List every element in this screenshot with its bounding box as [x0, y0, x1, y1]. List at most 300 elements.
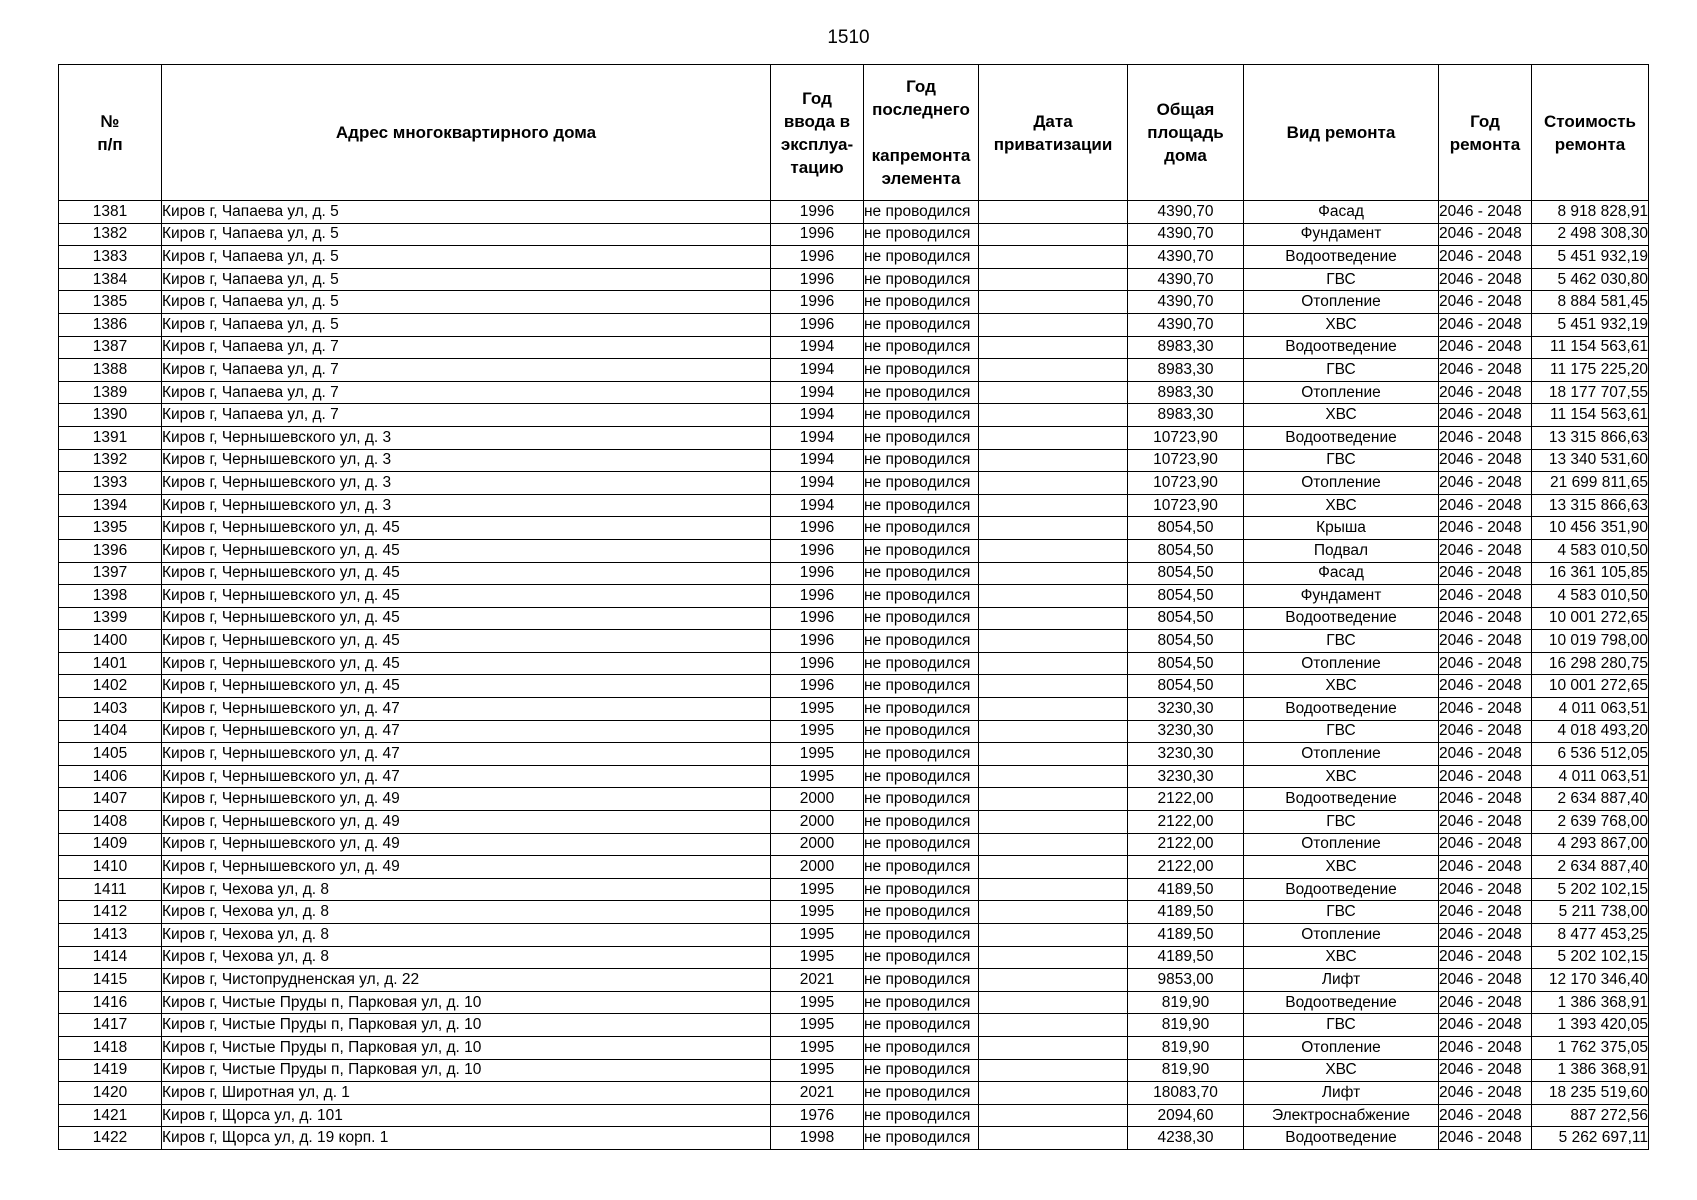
year-built-cell: 1995: [771, 991, 864, 1014]
last-repair-cell: не проводился: [864, 1059, 979, 1082]
year-built-cell: 1995: [771, 1014, 864, 1037]
privatization-cell: [979, 517, 1128, 540]
area-cell: 4390,70: [1128, 201, 1244, 224]
area-cell: 9853,00: [1128, 969, 1244, 992]
repair-type-cell: Водоотведение: [1244, 698, 1439, 721]
cost-cell: 11 175 225,20: [1532, 359, 1649, 382]
page-number: 1510: [827, 27, 870, 48]
table-row: [59, 946, 1649, 969]
cost-cell: 1 393 420,05: [1532, 1014, 1649, 1037]
year-built-cell: 1996: [771, 201, 864, 224]
table-row: [59, 991, 1649, 1014]
area-cell: 8054,50: [1128, 517, 1244, 540]
repair-period-cell: 2046 - 2048: [1439, 246, 1532, 269]
last-repair-cell: не проводился: [864, 201, 979, 224]
repair-period-cell: 2046 - 2048: [1439, 743, 1532, 766]
year-built-cell: 1995: [771, 1059, 864, 1082]
repair-period-cell: 2046 - 2048: [1439, 811, 1532, 834]
last-repair-cell: не проводился: [864, 675, 979, 698]
table-row: [59, 765, 1649, 788]
table-row: [59, 336, 1649, 359]
privatization-cell: [979, 630, 1128, 653]
year-built-cell: 1976: [771, 1104, 864, 1127]
repair-period-cell: 2046 - 2048: [1439, 788, 1532, 811]
last-repair-cell: не проводился: [864, 1082, 979, 1105]
repair-period-cell: 2046 - 2048: [1439, 449, 1532, 472]
row-num: 1387: [59, 336, 162, 359]
year-built-cell: 1996: [771, 291, 864, 314]
address-cell: Киров г, Чернышевского ул, д. 49: [162, 833, 771, 856]
year-built-cell: 1994: [771, 336, 864, 359]
last-repair-cell: не проводился: [864, 313, 979, 336]
cost-cell: 4 293 867,00: [1532, 833, 1649, 856]
repair-type-cell: Водоотведение: [1244, 788, 1439, 811]
table-row: [59, 675, 1649, 698]
table-row: [59, 901, 1649, 924]
row-num: 1393: [59, 472, 162, 495]
area-cell: 819,90: [1128, 1014, 1244, 1037]
area-cell: 3230,30: [1128, 698, 1244, 721]
repair-type-cell: Отопление: [1244, 1036, 1439, 1059]
cost-cell: 5 202 102,15: [1532, 946, 1649, 969]
privatization-cell: [979, 268, 1128, 291]
area-cell: 2122,00: [1128, 811, 1244, 834]
cost-cell: 5 451 932,19: [1532, 246, 1649, 269]
area-cell: 4390,70: [1128, 268, 1244, 291]
privatization-cell: [979, 223, 1128, 246]
last-repair-cell: не проводился: [864, 585, 979, 608]
area-cell: 2094,60: [1128, 1104, 1244, 1127]
address-cell: Киров г, Чистые Пруды п, Парковая ул, д. 10: [162, 1014, 771, 1037]
year-built-cell: 2021: [771, 1082, 864, 1105]
row-num: 1382: [59, 223, 162, 246]
repair-period-cell: 2046 - 2048: [1439, 426, 1532, 449]
address-cell: Киров г, Чернышевского ул, д. 49: [162, 811, 771, 834]
row-num: 1416: [59, 991, 162, 1014]
address-cell: Киров г, Чернышевского ул, д. 45: [162, 675, 771, 698]
privatization-cell: [979, 1127, 1128, 1150]
table-row: [59, 472, 1649, 495]
cost-cell: 10 001 272,65: [1532, 675, 1649, 698]
cost-cell: 2 498 308,30: [1532, 223, 1649, 246]
area-cell: 10723,90: [1128, 472, 1244, 495]
address-cell: Киров г, Чернышевского ул, д. 45: [162, 630, 771, 653]
header-year-built: Год ввода в эксплуа- тацию: [771, 65, 864, 201]
row-num: 1388: [59, 359, 162, 382]
row-num: 1394: [59, 494, 162, 517]
year-built-cell: 1994: [771, 404, 864, 427]
row-num: 1392: [59, 449, 162, 472]
cost-cell: 13 315 866,63: [1532, 426, 1649, 449]
cost-cell: 5 211 738,00: [1532, 901, 1649, 924]
repair-schedule-table: [58, 64, 1649, 1150]
table-row: [59, 562, 1649, 585]
repair-period-cell: 2046 - 2048: [1439, 585, 1532, 608]
table-row: [59, 698, 1649, 721]
last-repair-cell: не проводился: [864, 381, 979, 404]
address-cell: Киров г, Чехова ул, д. 8: [162, 924, 771, 947]
header-last-repair: Год последнего капремонта элемента: [864, 65, 979, 201]
last-repair-cell: не проводился: [864, 946, 979, 969]
row-num: 1418: [59, 1036, 162, 1059]
address-cell: Киров г, Чернышевского ул, д. 45: [162, 607, 771, 630]
address-cell: Киров г, Чернышевского ул, д. 45: [162, 517, 771, 540]
repair-type-cell: ХВС: [1244, 675, 1439, 698]
repair-period-cell: 2046 - 2048: [1439, 991, 1532, 1014]
repair-period-cell: 2046 - 2048: [1439, 1127, 1532, 1150]
repair-period-cell: 2046 - 2048: [1439, 1104, 1532, 1127]
area-cell: 4390,70: [1128, 313, 1244, 336]
cost-cell: 8 884 581,45: [1532, 291, 1649, 314]
row-num: 1383: [59, 246, 162, 269]
address-cell: Киров г, Чистые Пруды п, Парковая ул, д. 10: [162, 1036, 771, 1059]
row-num: 1409: [59, 833, 162, 856]
table-row: [59, 381, 1649, 404]
privatization-cell: [979, 404, 1128, 427]
repair-type-cell: Водоотведение: [1244, 1127, 1439, 1150]
address-cell: Киров г, Чапаева ул, д. 7: [162, 359, 771, 382]
cost-cell: 2 634 887,40: [1532, 788, 1649, 811]
repair-period-cell: 2046 - 2048: [1439, 494, 1532, 517]
row-num: 1404: [59, 720, 162, 743]
row-num: 1400: [59, 630, 162, 653]
header-address: Адрес многоквартирного дома: [162, 65, 771, 201]
cost-cell: 5 462 030,80: [1532, 268, 1649, 291]
repair-period-cell: 2046 - 2048: [1439, 404, 1532, 427]
last-repair-cell: не проводился: [864, 1104, 979, 1127]
row-num: 1417: [59, 1014, 162, 1037]
address-cell: Киров г, Чапаева ул, д. 5: [162, 291, 771, 314]
table-row: [59, 404, 1649, 427]
table-row: [59, 743, 1649, 766]
year-built-cell: 1994: [771, 472, 864, 495]
privatization-cell: [979, 652, 1128, 675]
privatization-cell: [979, 313, 1128, 336]
header-row: [59, 65, 1649, 201]
privatization-cell: [979, 743, 1128, 766]
row-num: 1414: [59, 946, 162, 969]
cost-cell: 4 011 063,51: [1532, 698, 1649, 721]
cost-cell: 1 386 368,91: [1532, 1059, 1649, 1082]
year-built-cell: 2000: [771, 811, 864, 834]
last-repair-cell: не проводился: [864, 788, 979, 811]
address-cell: Киров г, Чехова ул, д. 8: [162, 901, 771, 924]
repair-type-cell: Отопление: [1244, 743, 1439, 766]
table-row: [59, 426, 1649, 449]
area-cell: 819,90: [1128, 1059, 1244, 1082]
area-cell: 4238,30: [1128, 1127, 1244, 1150]
area-cell: 3230,30: [1128, 743, 1244, 766]
repair-period-cell: 2046 - 2048: [1439, 539, 1532, 562]
address-cell: Киров г, Щорса ул, д. 19 корп. 1: [162, 1127, 771, 1150]
privatization-cell: [979, 1014, 1128, 1037]
repair-type-cell: Водоотведение: [1244, 991, 1439, 1014]
repair-type-cell: ХВС: [1244, 856, 1439, 879]
repair-type-cell: Крыша: [1244, 517, 1439, 540]
row-num: 1412: [59, 901, 162, 924]
address-cell: Киров г, Чернышевского ул, д. 47: [162, 698, 771, 721]
year-built-cell: 1998: [771, 1127, 864, 1150]
repair-type-cell: Фундамент: [1244, 585, 1439, 608]
repair-type-cell: Водоотведение: [1244, 336, 1439, 359]
last-repair-cell: не проводился: [864, 246, 979, 269]
table-row: [59, 539, 1649, 562]
row-num: 1405: [59, 743, 162, 766]
cost-cell: 1 762 375,05: [1532, 1036, 1649, 1059]
repair-period-cell: 2046 - 2048: [1439, 833, 1532, 856]
privatization-cell: [979, 607, 1128, 630]
table-row: [59, 313, 1649, 336]
repair-type-cell: ГВС: [1244, 811, 1439, 834]
header-repair-type: Вид ремонта: [1244, 65, 1439, 201]
cost-cell: 8 477 453,25: [1532, 924, 1649, 947]
address-cell: Киров г, Чапаева ул, д. 5: [162, 201, 771, 224]
header-area: Общая площадь дома: [1128, 65, 1244, 201]
repair-period-cell: 2046 - 2048: [1439, 1059, 1532, 1082]
address-cell: Киров г, Чапаева ул, д. 5: [162, 268, 771, 291]
table-row: [59, 878, 1649, 901]
repair-period-cell: 2046 - 2048: [1439, 381, 1532, 404]
last-repair-cell: не проводился: [864, 268, 979, 291]
repair-type-cell: Водоотведение: [1244, 426, 1439, 449]
repair-type-cell: Лифт: [1244, 1082, 1439, 1105]
area-cell: 8983,30: [1128, 404, 1244, 427]
privatization-cell: [979, 1036, 1128, 1059]
last-repair-cell: не проводился: [864, 517, 979, 540]
privatization-cell: [979, 924, 1128, 947]
last-repair-cell: не проводился: [864, 630, 979, 653]
area-cell: 8054,50: [1128, 539, 1244, 562]
repair-period-cell: 2046 - 2048: [1439, 856, 1532, 879]
table-row: [59, 652, 1649, 675]
area-cell: 4390,70: [1128, 223, 1244, 246]
repair-period-cell: 2046 - 2048: [1439, 901, 1532, 924]
repair-type-cell: ГВС: [1244, 1014, 1439, 1037]
repair-type-cell: Фасад: [1244, 201, 1439, 224]
year-built-cell: 1994: [771, 359, 864, 382]
year-built-cell: 1995: [771, 901, 864, 924]
area-cell: 2122,00: [1128, 833, 1244, 856]
repair-period-cell: 2046 - 2048: [1439, 698, 1532, 721]
row-num: 1407: [59, 788, 162, 811]
privatization-cell: [979, 539, 1128, 562]
year-built-cell: 1995: [771, 698, 864, 721]
repair-period-cell: 2046 - 2048: [1439, 652, 1532, 675]
year-built-cell: 1996: [771, 562, 864, 585]
privatization-cell: [979, 901, 1128, 924]
repair-type-cell: Водоотведение: [1244, 607, 1439, 630]
last-repair-cell: не проводился: [864, 924, 979, 947]
cost-cell: 4 011 063,51: [1532, 765, 1649, 788]
year-built-cell: 1996: [771, 246, 864, 269]
area-cell: 8054,50: [1128, 562, 1244, 585]
repair-period-cell: 2046 - 2048: [1439, 359, 1532, 382]
last-repair-cell: не проводился: [864, 743, 979, 766]
repair-type-cell: Водоотведение: [1244, 246, 1439, 269]
area-cell: 2122,00: [1128, 856, 1244, 879]
table-row: [59, 720, 1649, 743]
area-cell: 8054,50: [1128, 607, 1244, 630]
last-repair-cell: не проводился: [864, 539, 979, 562]
cost-cell: 887 272,56: [1532, 1104, 1649, 1127]
address-cell: Киров г, Чернышевского ул, д. 49: [162, 788, 771, 811]
cost-cell: 8 918 828,91: [1532, 201, 1649, 224]
area-cell: 18083,70: [1128, 1082, 1244, 1105]
repair-type-cell: Фундамент: [1244, 223, 1439, 246]
row-num: 1411: [59, 878, 162, 901]
area-cell: 8054,50: [1128, 630, 1244, 653]
cost-cell: 11 154 563,61: [1532, 336, 1649, 359]
area-cell: 4390,70: [1128, 291, 1244, 314]
last-repair-cell: не проводился: [864, 404, 979, 427]
table-row: [59, 494, 1649, 517]
privatization-cell: [979, 1059, 1128, 1082]
repair-type-cell: ГВС: [1244, 720, 1439, 743]
repair-type-cell: Отопление: [1244, 833, 1439, 856]
area-cell: 3230,30: [1128, 720, 1244, 743]
header-repair-period: Год ремонта: [1439, 65, 1532, 201]
repair-period-cell: 2046 - 2048: [1439, 291, 1532, 314]
address-cell: Киров г, Чернышевского ул, д. 49: [162, 856, 771, 879]
repair-period-cell: 2046 - 2048: [1439, 946, 1532, 969]
year-built-cell: 1995: [771, 946, 864, 969]
year-built-cell: 2000: [771, 788, 864, 811]
row-num: 1403: [59, 698, 162, 721]
last-repair-cell: не проводился: [864, 359, 979, 382]
address-cell: Киров г, Чехова ул, д. 8: [162, 946, 771, 969]
row-num: 1389: [59, 381, 162, 404]
last-repair-cell: не проводился: [864, 811, 979, 834]
year-built-cell: 1996: [771, 585, 864, 608]
repair-type-cell: ГВС: [1244, 901, 1439, 924]
row-num: 1420: [59, 1082, 162, 1105]
privatization-cell: [979, 1104, 1128, 1127]
repair-type-cell: ГВС: [1244, 630, 1439, 653]
row-num: 1406: [59, 765, 162, 788]
table-body: [59, 201, 1649, 1150]
repair-period-cell: 2046 - 2048: [1439, 1036, 1532, 1059]
privatization-cell: [979, 246, 1128, 269]
repair-type-cell: Отопление: [1244, 472, 1439, 495]
table-row: [59, 924, 1649, 947]
privatization-cell: [979, 336, 1128, 359]
cost-cell: 18 177 707,55: [1532, 381, 1649, 404]
cost-cell: 4 018 493,20: [1532, 720, 1649, 743]
repair-type-cell: Отопление: [1244, 924, 1439, 947]
repair-period-cell: 2046 - 2048: [1439, 630, 1532, 653]
repair-period-cell: 2046 - 2048: [1439, 607, 1532, 630]
cost-cell: 4 583 010,50: [1532, 539, 1649, 562]
privatization-cell: [979, 449, 1128, 472]
cost-cell: 2 639 768,00: [1532, 811, 1649, 834]
privatization-cell: [979, 291, 1128, 314]
last-repair-cell: не проводился: [864, 720, 979, 743]
last-repair-cell: не проводился: [864, 494, 979, 517]
row-num: 1421: [59, 1104, 162, 1127]
repair-type-cell: Отопление: [1244, 291, 1439, 314]
last-repair-cell: не проводился: [864, 336, 979, 359]
last-repair-cell: не проводился: [864, 449, 979, 472]
privatization-cell: [979, 472, 1128, 495]
last-repair-cell: не проводился: [864, 1014, 979, 1037]
last-repair-cell: не проводился: [864, 652, 979, 675]
repair-period-cell: 2046 - 2048: [1439, 517, 1532, 540]
area-cell: 4189,50: [1128, 901, 1244, 924]
address-cell: Киров г, Чапаева ул, д. 7: [162, 381, 771, 404]
last-repair-cell: не проводился: [864, 765, 979, 788]
cost-cell: 16 361 105,85: [1532, 562, 1649, 585]
privatization-cell: [979, 675, 1128, 698]
table-row: [59, 969, 1649, 992]
cost-cell: 6 536 512,05: [1532, 743, 1649, 766]
privatization-cell: [979, 833, 1128, 856]
row-num: 1415: [59, 969, 162, 992]
year-built-cell: 1994: [771, 381, 864, 404]
row-num: 1384: [59, 268, 162, 291]
area-cell: 10723,90: [1128, 449, 1244, 472]
cost-cell: 12 170 346,40: [1532, 969, 1649, 992]
last-repair-cell: не проводился: [864, 426, 979, 449]
table-row: [59, 856, 1649, 879]
privatization-cell: [979, 991, 1128, 1014]
address-cell: Киров г, Щорса ул, д. 101: [162, 1104, 771, 1127]
address-cell: Киров г, Чистые Пруды п, Парковая ул, д. 10: [162, 1059, 771, 1082]
privatization-cell: [979, 494, 1128, 517]
year-built-cell: 1994: [771, 449, 864, 472]
area-cell: 4189,50: [1128, 946, 1244, 969]
last-repair-cell: не проводился: [864, 472, 979, 495]
address-cell: Киров г, Чистые Пруды п, Парковая ул, д. 10: [162, 991, 771, 1014]
year-built-cell: 1995: [771, 924, 864, 947]
repair-type-cell: ГВС: [1244, 268, 1439, 291]
address-cell: Киров г, Чернышевского ул, д. 45: [162, 562, 771, 585]
year-built-cell: 1996: [771, 223, 864, 246]
address-cell: Киров г, Чернышевского ул, д. 47: [162, 720, 771, 743]
area-cell: 8054,50: [1128, 652, 1244, 675]
table-row: [59, 1036, 1649, 1059]
repair-type-cell: ХВС: [1244, 946, 1439, 969]
repair-type-cell: Электроснабжение: [1244, 1104, 1439, 1127]
address-cell: Киров г, Чернышевского ул, д. 3: [162, 449, 771, 472]
repair-period-cell: 2046 - 2048: [1439, 313, 1532, 336]
year-built-cell: 1995: [771, 878, 864, 901]
last-repair-cell: не проводился: [864, 223, 979, 246]
year-built-cell: 1996: [771, 652, 864, 675]
year-built-cell: 1994: [771, 494, 864, 517]
privatization-cell: [979, 969, 1128, 992]
cost-cell: 4 583 010,50: [1532, 585, 1649, 608]
privatization-cell: [979, 562, 1128, 585]
area-cell: 819,90: [1128, 991, 1244, 1014]
repair-period-cell: 2046 - 2048: [1439, 675, 1532, 698]
table-row: [59, 223, 1649, 246]
area-cell: 8054,50: [1128, 675, 1244, 698]
table-row: [59, 291, 1649, 314]
repair-period-cell: 2046 - 2048: [1439, 878, 1532, 901]
privatization-cell: [979, 856, 1128, 879]
privatization-cell: [979, 765, 1128, 788]
cost-cell: 1 386 368,91: [1532, 991, 1649, 1014]
table-row: [59, 1059, 1649, 1082]
row-num: 1419: [59, 1059, 162, 1082]
repair-type-cell: ХВС: [1244, 404, 1439, 427]
privatization-cell: [979, 585, 1128, 608]
year-built-cell: 1995: [771, 1036, 864, 1059]
repair-type-cell: Подвал: [1244, 539, 1439, 562]
table-row: [59, 833, 1649, 856]
repair-period-cell: 2046 - 2048: [1439, 720, 1532, 743]
address-cell: Киров г, Чернышевского ул, д. 45: [162, 539, 771, 562]
